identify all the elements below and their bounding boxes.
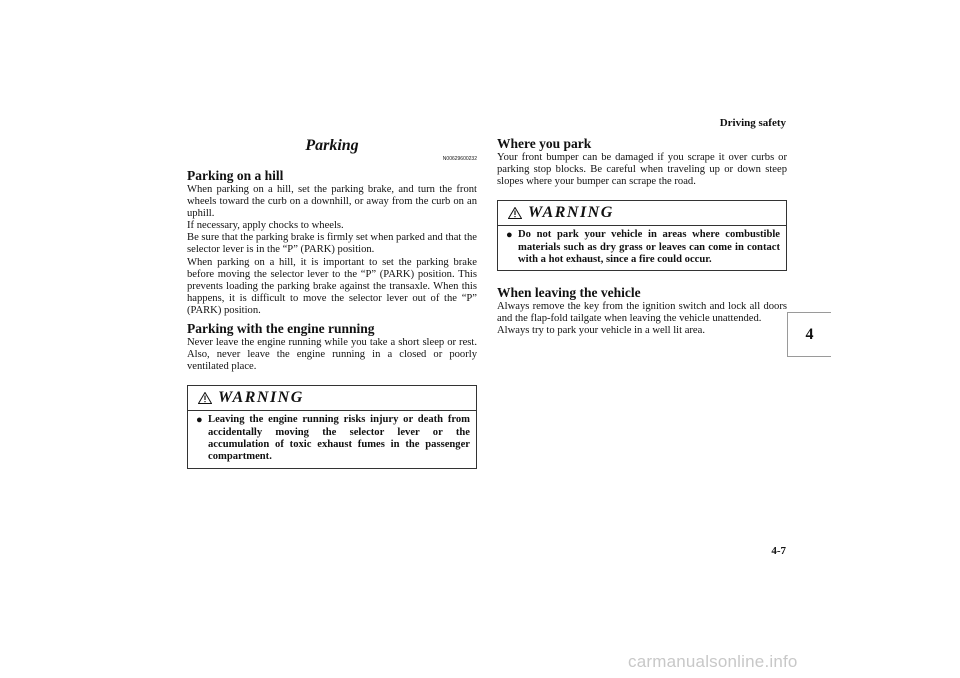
warning-body: [188, 411, 476, 467]
left-column: [187, 136, 477, 469]
bullet-icon: ●: [196, 414, 203, 427]
watermark: carmanualsonline.info: [628, 652, 798, 671]
chapter-tab: 4: [787, 312, 831, 357]
paragraph: Never leave the engine running while you take a short sleep or rest. Also, never leave the engine running in a closed or poorly ventilated place.: [187, 337, 477, 373]
warning-text: Do not park your vehicle in areas where combustible materials such as dry grass or leaves can come in contact with a hot exhaust, since a fire could occur.: [518, 229, 780, 265]
heading-leaving-vehicle: When leaving the vehicle: [497, 285, 641, 301]
warning-box: [187, 385, 477, 468]
paragraph: If necessary, apply chocks to wheels.: [187, 220, 344, 232]
right-column: [497, 136, 787, 337]
warning-header: [188, 386, 476, 411]
warning-body: [498, 226, 786, 270]
heading-engine-running: Parking with the engine running: [187, 321, 375, 337]
warning-label: WARNING: [528, 204, 614, 222]
warning-header: [498, 201, 786, 226]
paragraph: Always try to park your vehicle in a well lit area.: [497, 325, 705, 337]
paragraph: Always remove the key from the ignition switch and lock all doors and the flap-fold tailgate when leaving the vehicle unattended.: [497, 301, 787, 325]
paragraph: When parking on a hill, set the parking brake, and turn the front wheels toward the curb on a downhill, or away from the curb on an uphill.: [187, 184, 477, 220]
page-number: 4-7: [771, 545, 786, 557]
section-title: Parking: [305, 137, 359, 154]
paragraph: Be sure that the parking brake is firmly set when parked and that the selector lever is in the “P” (PARK) position.: [187, 232, 477, 256]
paragraph: When parking on a hill, it is important to set the parking brake before moving the selector lever to the “P” (PARK) position. This prevents loading the parking brake against the transaxle. When this happens, it is difficult to move the selector lever out of the “P” (PARK) position.: [187, 256, 477, 316]
heading-where-you-park: Where you park: [497, 136, 592, 151]
running-header: Driving safety: [719, 117, 786, 129]
warning-text: Leaving the engine running risks injury or death from accidentally moving the selector lever or the accumulation of toxic exhaust fumes in the passenger compartment.: [208, 414, 470, 463]
warning-box: [497, 200, 787, 271]
warning-triangle-icon: [198, 392, 212, 404]
bullet-icon: ●: [506, 229, 513, 242]
paragraph: Your front bumper can be damaged if you scrape it over curbs or parking stop blocks. Be careful when traveling up or down steep slopes where your bumper can scrape the road.: [497, 152, 787, 188]
warning-label: WARNING: [218, 389, 304, 407]
warning-triangle-icon: [508, 207, 522, 219]
reference-code: N00629600232: [442, 156, 477, 162]
heading-parking-on-hill: Parking on a hill: [187, 168, 284, 183]
